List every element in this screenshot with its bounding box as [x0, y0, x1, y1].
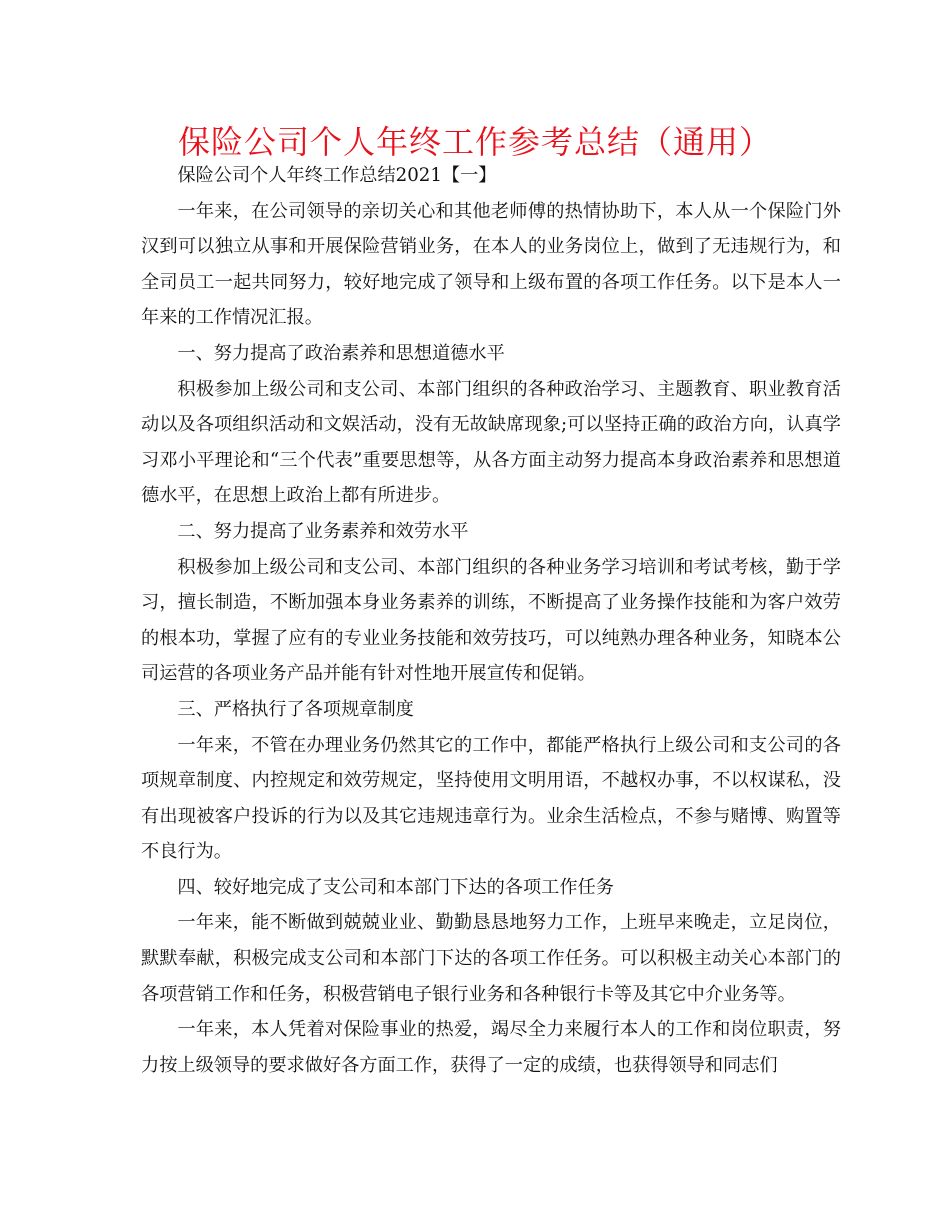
paragraph-section-1: 积极参加上级公司和支公司、本部门组织的各种政治学习、主题教育、职业教育活动以及各项组织活动和文娱活动，没有无故缺席现象;可以坚持正确的政治方向，认真学习邓小平理论和“三个代表”重要思想等，从各方面主动努力提高本身政治素养和思想道德水平，在思想上政治上都有所进步。	[141, 378, 841, 507]
document-title: 保险公司个人年终工作参考总结（通用）	[177, 123, 772, 161]
section-heading-1: 一、努力提高了政治素养和思想道德水平	[177, 342, 505, 364]
document-body	[141, 158, 841, 1083]
paragraph-intro: 一年来，在公司领导的亲切关心和其他老师傅的热情协助下，本人从一个保险门外汉到可以独立从事和开展保险营销业务，在本人的业务岗位上，做到了无违规行为，和全司员工一起共同努力，较好地完成了领导和上级布置的各项工作任务。以下是本人一年来的工作情况汇报。	[141, 200, 841, 329]
paragraph-section-2: 积极参加上级公司和支公司、本部门组织的各种业务学习培训和考试考核，勤于学习，擅长制造，不断加强本身业务素养的训练，不断提高了业务操作技能和为客户效劳的根本功，掌握了应有的专业业务技能和效劳技巧，可以纯熟办理各种业务，知晓本公司运营的各项业务产品并能有针对性地开展宣传和促销。	[141, 556, 841, 685]
section-heading-4: 四、较好地完成了支公司和本部门下达的各项工作任务	[177, 876, 614, 898]
paragraph-section-3: 一年来，不管在办理业务仍然其它的工作中，都能严格执行上级公司和支公司的各项规章制度、内控规定和效劳规定，坚持使用文明用语，不越权办事，不以权谋私，没有出现被客户投诉的行为以及其它违规违章行为。业余生活检点，不参与赌博、购置等不良行为。	[141, 734, 841, 863]
paragraph-section-4: 一年来，能不断做到兢兢业业、勤勤恳恳地努力工作，上班早来晚走，立足岗位，默默奉献，积极完成支公司和本部门下达的各项工作任务。可以积极主动关心本部门的各项营销工作和任务，积极营销电子银行业务和各种银行卡等及其它中介业务等。	[141, 912, 841, 1005]
section-heading-2: 二、努力提高了业务素养和效劳水平	[177, 520, 469, 542]
section-heading-3: 三、严格执行了各项规章制度	[177, 698, 414, 720]
subtitle-line: 保险公司个人年终工作总结2021【一】	[177, 165, 497, 186]
paragraph-closing: 一年来，本人凭着对保险事业的热爱，竭尽全力来履行本人的工作和岗位职责，努力按上级领导的要求做好各方面工作，获得了一定的成绩，也获得领导和同志们	[141, 1019, 841, 1076]
